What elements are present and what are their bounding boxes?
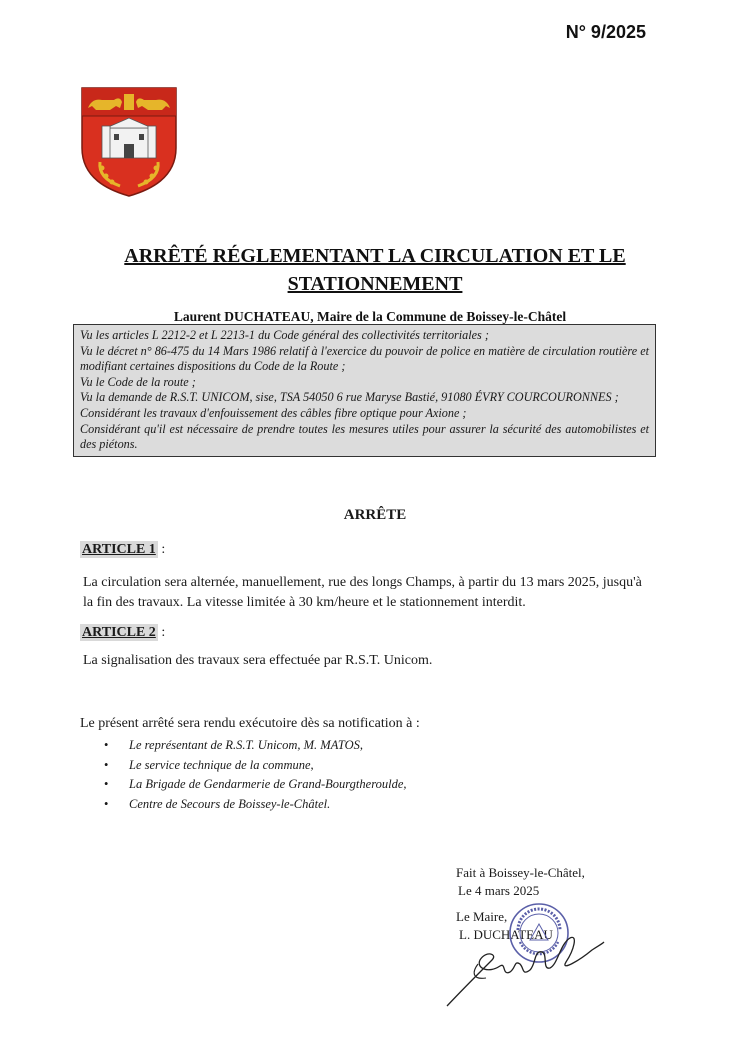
article-1-heading: [80, 542, 165, 558]
article-1-label: ARTICLE 1: [82, 542, 156, 557]
mayor-line: Laurent DUCHATEAU, Maire de la Commune de Boissey-le-Châtel: [173, 309, 567, 324]
article-1-colon: :: [157, 542, 166, 557]
article-2-colon: :: [157, 625, 166, 640]
visa-item: Considérant les travaux d'enfouissement des câbles fibre optique pour Axione ;: [80, 405, 467, 420]
article-2-heading: [80, 625, 165, 641]
document-number: N° 9/2025: [565, 22, 646, 42]
visa-item: Vu les articles L 2212-2 et L 2213-1 du Code général des collectivités territoriales ;: [80, 328, 489, 342]
signatory-name: L. DUCHATEAU: [459, 927, 553, 942]
arrete-heading: ARRÊTE: [343, 507, 407, 523]
place-line: Fait à Boissey-le-Châtel,: [456, 865, 585, 880]
list-item: • Le service technique de la commune,: [100, 756, 407, 776]
list-item: • Centre de Secours de Boissey-le-Châtel.: [100, 795, 407, 815]
list-item: • Le représentant de R.S.T. Unicom, M. MATOS,: [100, 736, 407, 756]
title-line-1: ARRÊTÉ RÉGLEMENTANT LA CIRCULATION ET LE: [124, 245, 626, 267]
list-item: • La Brigade de Gendarmerie de Grand-Bourgtheroulde,: [100, 775, 407, 795]
signature-block: [456, 864, 585, 900]
visas-box: [73, 324, 656, 457]
visa-item: Considérant qu'il est nécessaire de prendre toutes les mesures utiles pour assurer la sécurité des automobilistes et des piétons.: [80, 421, 649, 452]
title-line-2: STATIONNEMENT: [287, 273, 463, 295]
notification-intro: Le présent arrêté sera rendu exécutoire dès sa notification à :: [80, 716, 420, 731]
visa-item: Vu le Code de la route ;: [80, 374, 196, 389]
date-line: Le 4 mars 2025: [458, 883, 540, 898]
visa-item: Vu la demande de R.S.T. UNICOM, sise, TSA 54050 6 rue Maryse Bastié, 91080 ÉVRY COURCOURONNES ;: [80, 390, 619, 405]
coat-of-arms-icon: [80, 86, 178, 198]
handwritten-signature-icon: [442, 930, 612, 1010]
page-title: [60, 242, 690, 298]
visa-item: Vu le décret n° 86-475 du 14 Mars 1986 relatif à l'exercice du pouvoir de police en matière de circulation routière et modifiant certaines dispositions du Code de la Route ;: [80, 343, 649, 374]
signatory-title: Le Maire,: [456, 909, 508, 924]
notification-list: [100, 736, 407, 814]
article-1-text: La circulation sera alternée, manuellement, rue des longs Champs, à partir du 13 mars 2025, jusqu'à la fin des travaux. La vitesse limitée à 30 km/heure et le stationnement interdit.: [83, 575, 642, 610]
article-2-text: La signalisation des travaux sera effectuée par R.S.T. Unicom.: [83, 653, 433, 668]
article-2-label: ARTICLE 2: [82, 625, 156, 640]
